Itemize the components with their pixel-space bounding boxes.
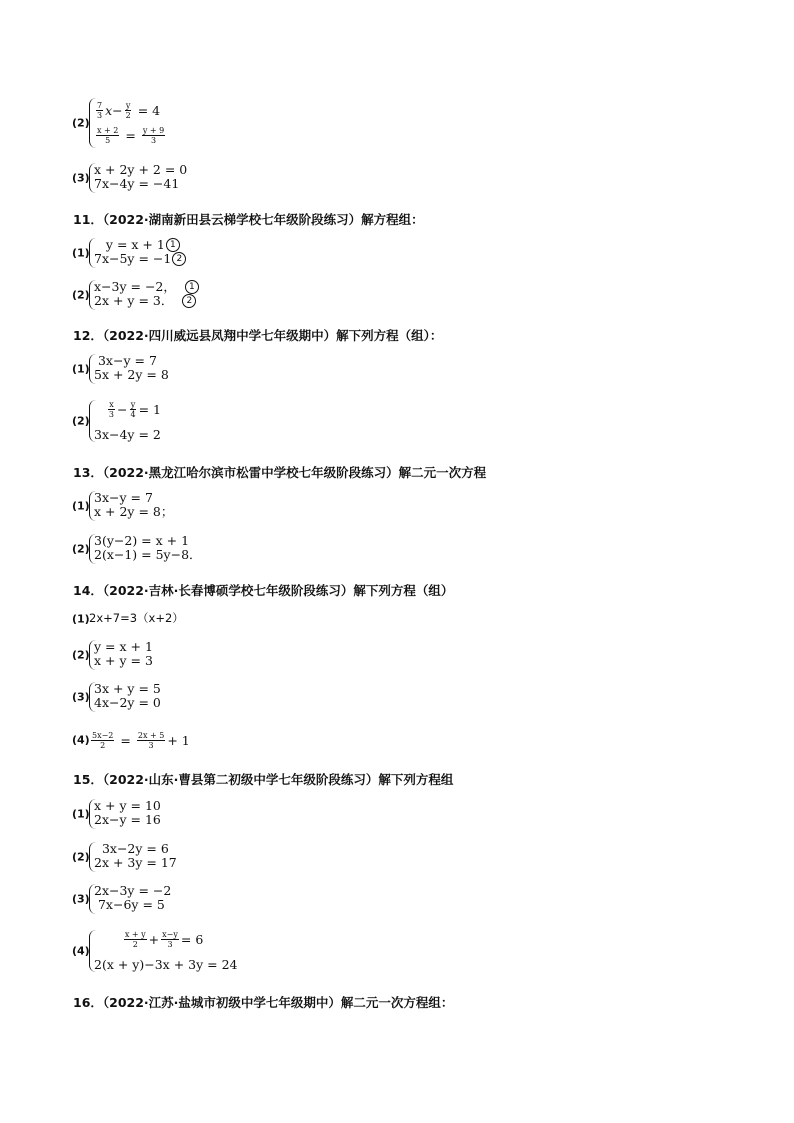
equation: $\frac{x + 2}{5}$ = $\frac{y + 9}{3}$ [97,126,165,145]
equation: 3x−2y = 6 [101,841,169,856]
part-label: (2) [72,850,90,864]
equation-system [89,930,237,972]
circled-number-icon: 2 [182,294,196,308]
equation: $\frac{x + y}{2}$ + $\frac{x-y}{3}$ = 6 [124,930,204,949]
equation-system [89,400,161,442]
circled-number-icon: 1 [185,280,199,294]
equation: y = x + 1 [94,639,153,654]
equation: 7x−5y = −1 2 [94,252,186,266]
equation-system [89,163,187,193]
equation: 3x−y = 7 [97,353,157,368]
question-11-heading: 11．（2022·湖南新田县云梯学校七年级阶段练习）解方程组： [73,212,424,227]
equation: x−3y = −2， 1 [94,280,199,294]
question-12-heading: 12．（2022·四川威远县凤翔中学七年级期中）解下列方程（组）： [73,328,443,343]
equation: 2x−y = 16 [94,812,161,827]
equation: 3x + y = 5 [94,681,161,696]
equation-system [89,682,161,712]
part-label: (4) [72,733,90,747]
equation: $\frac{7}{3}$ x − $\frac{y}{2}$ = 4 [97,101,161,120]
equation-system [89,98,167,148]
equation-system [89,491,173,521]
equation-system [89,238,186,268]
part-label: (2) [72,648,90,662]
equation: $\frac{x}{3}$ − $\frac{y}{4}$ = 1 [108,400,161,419]
part-label: (2) [72,116,90,130]
equation: x + y = 3 [94,653,153,668]
circled-number-icon: 2 [172,252,186,266]
part-label: (1) [72,612,90,626]
part-label: (3) [72,892,90,906]
equation: x + 2y = 8； [94,504,174,519]
equation: 7x−6y = 5 [97,897,165,912]
part-label: (4) [72,944,90,958]
part-label: (3) [72,690,90,704]
part-label: (1) [72,246,90,260]
equation: 2x + y = 3． 2 [94,294,199,308]
equation: 4x−2y = 0 [94,695,161,710]
equation: 2x−3y = −2 [94,883,172,898]
part-label: (1) [72,807,90,821]
question-14-heading: 14．（2022·吉林·长春博硕学校七年级阶段练习）解下列方程（组） [73,583,454,598]
equation-system [89,640,153,670]
equation: 3(y−2) = x + 1 [94,533,190,548]
equation: 2x + 3y = 17 [94,855,177,870]
equation: 2x+7=3（x+2） [89,611,184,625]
equation: x + 2y + 2 = 0 [94,162,188,177]
part-label: (2) [72,414,90,428]
equation: 5x + 2y = 8 [94,367,169,382]
equation: x + y = 10 [94,798,161,813]
part-label: (2) [72,542,90,556]
question-15-heading: 15．（2022·山东·曹县第二初级中学七年级阶段练习）解下列方程组 [73,772,454,787]
equation: 2(x−1) = 5y−8． [94,547,202,562]
equation: 2(x + y)−3x + 3y = 24 [94,957,238,972]
equation-system [89,534,202,564]
question-13-heading: 13．（2022·黑龙江哈尔滨市松雷中学校七年级阶段练习）解二元一次方程 [73,465,487,480]
equation: 3x−4y = 2 [94,427,161,442]
equation: y = x + 1 1 [94,238,186,252]
circled-number-icon: 1 [166,238,180,252]
part-label: (2) [72,288,90,302]
part-label: (1) [72,362,90,376]
part-label: (3) [72,171,90,185]
equation-system [89,842,177,872]
equation: $\frac{5x-2}{2}$ = $\frac{2x + 5}{3}$ + 1 [92,730,190,750]
equation-system [89,280,199,310]
equation: 3x−y = 7 [94,490,153,505]
part-label: (1) [72,499,90,513]
equation: 7x−4y = −41 [94,176,180,191]
equation-system [89,799,161,829]
equation-system [89,354,169,384]
equation-system [89,884,171,914]
question-16-heading: 16．（2022·江苏·盐城市初级中学七年级期中）解二元一次方程组： [73,995,454,1010]
